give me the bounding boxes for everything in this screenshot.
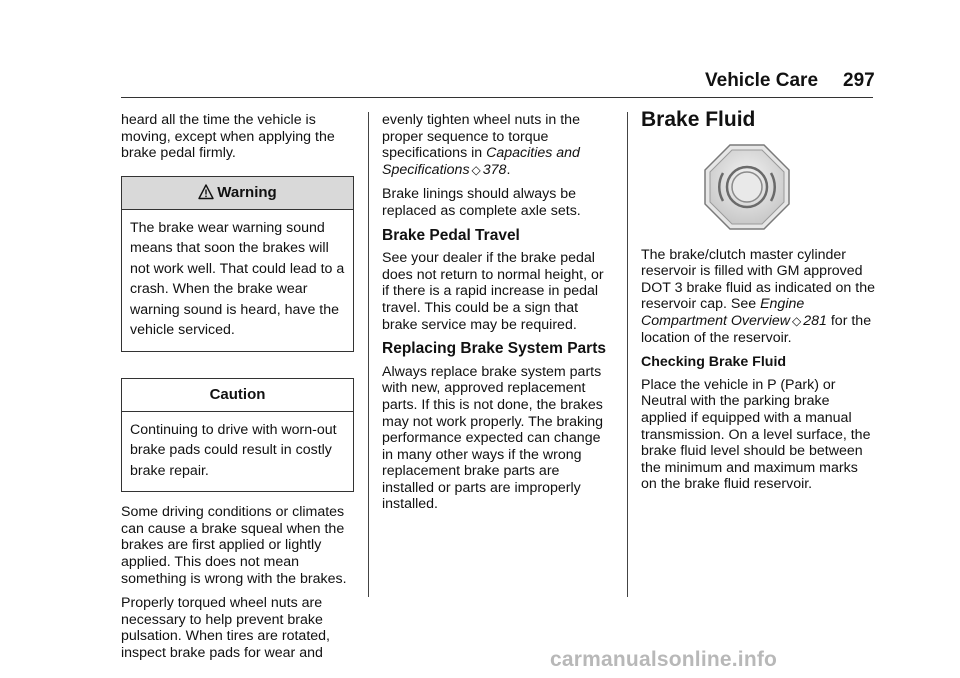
- column-3: [641, 108, 875, 501]
- brake-fluid-heading: Brake Fluid: [641, 108, 756, 131]
- squeal-paragraph: Some driving conditions or climates can cause a brake squeal when the brakes are first applied or lightly applied. This does not mean something is wrong with the brakes.: [121, 504, 347, 587]
- column-divider-1: [368, 112, 369, 597]
- header-rule: [121, 97, 873, 98]
- torque-paragraph: Properly torqued wheel nuts are necessary to help prevent brake pulsation. When tires are rotated, inspect brake pads for wear and: [121, 595, 330, 662]
- linings-paragraph: Brake linings should always be replaced as complete axle sets.: [382, 186, 581, 219]
- brake-fluid-cap-symbol-icon: [703, 143, 791, 231]
- engine-compartment-link[interactable]: Engine Compartment Overview: [641, 296, 805, 329]
- warning-triangle-icon: [198, 180, 214, 212]
- warning-title: Warning: [217, 183, 277, 201]
- column-1: [121, 112, 354, 670]
- caution-box: [121, 378, 354, 493]
- watermark-text: carmanualsonline.info: [550, 648, 778, 671]
- caution-body: Continuing to drive with worn-out brake pads could result in costly brake repair.: [130, 421, 337, 479]
- intro-paragraph: heard all the time the vehicle is moving, except when applying the brake pedal firmly.: [121, 112, 335, 162]
- page-reference-arrow-icon: ◇: [471, 162, 481, 177]
- replacing-parts-heading: Replacing Brake System Parts: [382, 340, 606, 358]
- brake-fluid-symbol: [619, 143, 875, 231]
- page-reference-arrow-icon: ◇: [792, 313, 802, 328]
- pedal-travel-paragraph: See your dealer if the brake pedal does not return to normal height, or if there is a rapid increase in pedal travel. This could be a sign that brake service may be required.: [382, 250, 604, 333]
- warning-body: The brake wear warning sound means that soon the brakes will not work well. That could lead to a crash. When the brake wear warning sound is heard, have the vehicle serviced.: [130, 219, 345, 339]
- replacing-parts-paragraph: Always replace brake system parts with new, approved replacement parts. If this is not done, the brakes may not work properly. The braking performance expected can change in many other ways if the wrong replacement brake parts are installed or parts are improperly installed.: [382, 363, 604, 513]
- checking-brake-fluid-heading: Checking Brake Fluid: [641, 354, 787, 371]
- master-cylinder-paragraph: The brake/clutch master cylinder reservoir is filled with GM approved DOT 3 brake fluid as indicated on the reservoir cap. See Engine Compartment Overview ◇ 281 for the location of the reservoir.: [641, 246, 875, 346]
- caution-header: Caution: [122, 379, 353, 412]
- capacities-link[interactable]: Capacities and Specifications: [382, 145, 580, 178]
- column-2: [382, 112, 614, 521]
- section-title: Vehicle Care: [705, 70, 819, 91]
- warning-header: [122, 177, 353, 210]
- warning-box: [121, 176, 354, 352]
- engine-compartment-page-ref[interactable]: 281: [803, 312, 827, 329]
- torque-continued-paragraph: evenly tighten wheel nuts in the proper sequence to torque specifications in Capacities and Specifications ◇ 378.: [382, 112, 580, 178]
- capacities-page-ref[interactable]: 378: [482, 161, 507, 178]
- checking-brake-fluid-paragraph: Place the vehicle in P (Park) or Neutral with the parking brake applied if equipped with a manual transmission. On a level surface, the brake fluid level should be between the minimum and maximum marks on the brake fluid reservoir.: [641, 376, 871, 493]
- page-number: 297: [843, 70, 875, 91]
- brake-pedal-travel-heading: Brake Pedal Travel: [382, 226, 520, 244]
